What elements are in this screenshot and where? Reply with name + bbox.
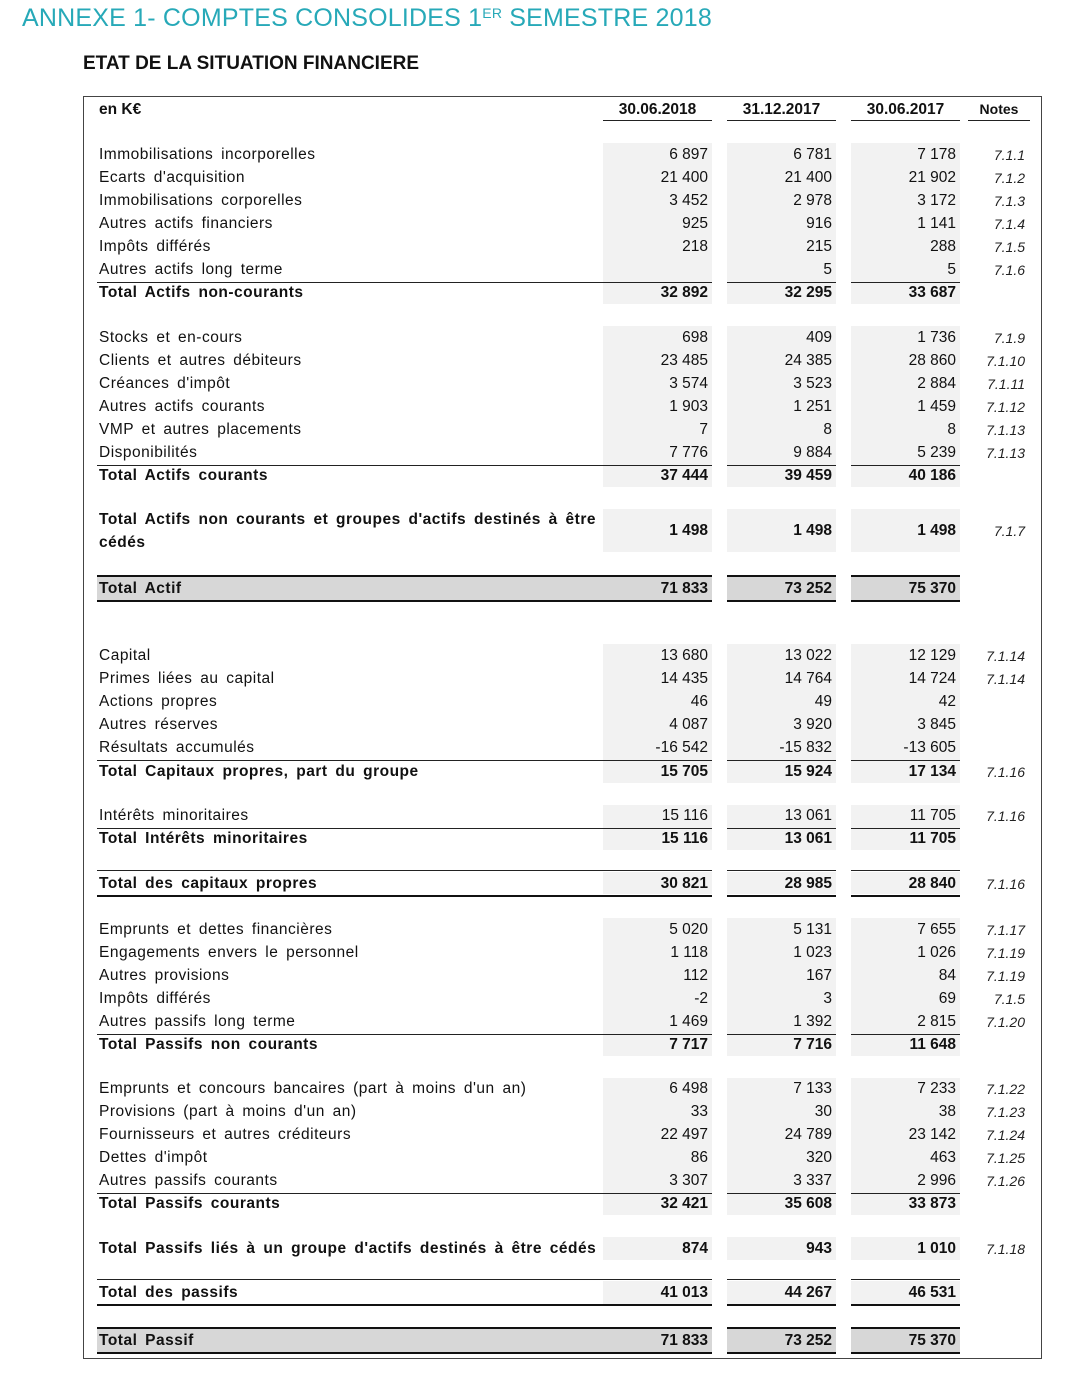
row-value: 112 — [683, 967, 708, 984]
row-label: Primes liées au capital — [99, 670, 275, 687]
row-label: Total Actifs non-courants — [99, 284, 304, 301]
row-value: 75 370 — [908, 1332, 956, 1349]
rule-line — [851, 575, 960, 577]
row-label: Total des passifs — [99, 1284, 239, 1301]
row-value: 69 — [938, 990, 956, 1007]
row-note: 7.1.18 — [986, 1241, 1025, 1257]
row-label: Disponibilités — [99, 444, 198, 461]
row-value: 49 — [814, 693, 832, 710]
row-value: 874 — [682, 1240, 708, 1257]
rule-line — [97, 1279, 712, 1280]
row-value: 21 400 — [784, 169, 832, 186]
row-value: 46 531 — [908, 1284, 956, 1301]
rule-line — [97, 1327, 712, 1329]
rule-line — [727, 120, 836, 121]
page-title: ANNEXE 1- COMPTES CONSOLIDES 1ER SEMESTRE 2018 — [22, 4, 712, 32]
row-label: Capital — [99, 647, 151, 664]
rule-line — [727, 895, 836, 897]
row-label: Total Capitaux propres, part du groupe — [99, 763, 419, 780]
row-note: 7.1.7 — [993, 523, 1025, 539]
rule-line — [727, 760, 836, 761]
row-value: 1 498 — [793, 522, 832, 539]
rule-line — [727, 282, 836, 283]
row-label: Total Passif — [99, 1332, 194, 1349]
row-value: 12 129 — [908, 647, 956, 664]
row-value: 320 — [806, 1149, 832, 1166]
row-note: 7.1.17 — [986, 922, 1025, 938]
row-label: Emprunts et concours bancaires (part à moins d'un an) — [99, 1080, 527, 1097]
row-value: 15 116 — [661, 807, 708, 824]
row-value: 409 — [806, 329, 832, 346]
row-value: 3 172 — [917, 192, 956, 209]
row-note: 7.1.14 — [986, 671, 1025, 687]
section-title: ETAT DE LA SITUATION FINANCIERE — [83, 53, 420, 74]
row-value: 8 — [823, 421, 832, 438]
rule-line — [851, 465, 960, 466]
rule-line — [851, 1327, 960, 1329]
row-value: -16 542 — [655, 739, 708, 756]
row-value: 5 131 — [793, 921, 832, 938]
row-label: Impôts différés — [99, 238, 211, 255]
row-value: 6 897 — [669, 146, 708, 163]
row-value: 7 233 — [917, 1080, 956, 1097]
row-value: 14 435 — [660, 670, 708, 687]
rule-line — [851, 1279, 960, 1280]
row-value: 3 307 — [669, 1172, 708, 1189]
row-value: 11 705 — [909, 830, 956, 847]
row-value: 167 — [806, 967, 832, 984]
row-value: 41 013 — [660, 1284, 708, 1301]
row-value: 2 815 — [917, 1013, 956, 1030]
rule-line — [97, 282, 712, 283]
row-value: 22 497 — [660, 1126, 708, 1143]
row-value: 73 252 — [784, 580, 832, 597]
row-note: 7.1.11 — [987, 376, 1025, 392]
row-value: 24 385 — [784, 352, 832, 369]
rule-line — [603, 120, 712, 121]
row-value: 1 498 — [669, 522, 708, 539]
row-value: 73 252 — [784, 1332, 832, 1349]
row-value: 71 833 — [660, 1332, 708, 1349]
row-value: 7 — [699, 421, 708, 438]
rule-line — [851, 828, 960, 829]
row-value: 5 239 — [917, 444, 956, 461]
row-value: 23 142 — [908, 1126, 956, 1143]
row-note: 7.1.5 — [993, 991, 1025, 1007]
row-value: 42 — [938, 693, 956, 710]
row-value: 3 — [823, 990, 832, 1007]
row-value: 1 736 — [917, 329, 956, 346]
row-note: 7.1.9 — [993, 330, 1025, 346]
row-value: 1 023 — [793, 944, 832, 961]
row-note: 7.1.2 — [993, 170, 1025, 186]
row-note: 7.1.12 — [986, 399, 1025, 415]
row-value: 215 — [806, 238, 832, 255]
row-note: 7.1.13 — [986, 422, 1025, 438]
row-note: 7.1.3 — [993, 193, 1025, 209]
rule-line — [851, 120, 960, 121]
rule-line — [727, 828, 836, 829]
row-value: 218 — [682, 238, 708, 255]
rule-line — [727, 575, 836, 577]
row-value: 7 717 — [669, 1036, 708, 1053]
row-value: 38 — [938, 1103, 956, 1120]
row-label: Total des capitaux propres — [99, 875, 318, 892]
row-label: Total Passifs non courants — [99, 1036, 318, 1053]
row-value: 40 186 — [908, 467, 956, 484]
row-value: 21 400 — [660, 169, 708, 186]
rule-line — [97, 575, 712, 577]
row-label: Total Actifs non courants et groupes d'actifs destinés à être — [99, 511, 596, 528]
row-value: 4 087 — [669, 716, 708, 733]
row-value: 30 — [814, 1103, 832, 1120]
rule-line — [727, 1193, 836, 1194]
row-note: 7.1.4 — [993, 216, 1025, 232]
row-note: 7.1.16 — [986, 808, 1025, 824]
row-value: 5 — [823, 261, 832, 278]
row-value: 6 498 — [669, 1080, 708, 1097]
row-label: VMP et autres placements — [99, 421, 302, 438]
row-value: 3 920 — [793, 716, 832, 733]
row-value: 46 — [690, 693, 708, 710]
row-note: 7.1.6 — [993, 262, 1025, 278]
row-value: 33 — [690, 1103, 708, 1120]
row-value: 9 884 — [793, 444, 832, 461]
row-note: 7.1.1 — [993, 147, 1025, 163]
row-value: 15 924 — [784, 763, 832, 780]
rule-line — [851, 282, 960, 283]
row-value: 916 — [806, 215, 832, 232]
row-value: 925 — [682, 215, 708, 232]
rule-line — [851, 600, 960, 602]
row-value: 1 026 — [917, 944, 956, 961]
row-value: 39 459 — [784, 467, 832, 484]
rule-line — [727, 1304, 836, 1306]
column-header: 30.06.2017 — [866, 101, 945, 118]
row-value: 32 421 — [660, 1195, 708, 1212]
row-label: Fournisseurs et autres créditeurs — [99, 1126, 352, 1143]
row-value: 28 985 — [784, 875, 832, 892]
row-value: 1 118 — [670, 944, 708, 961]
row-value: 37 444 — [660, 467, 708, 484]
row-note: 7.1.25 — [986, 1150, 1025, 1166]
row-value: 1 498 — [917, 522, 956, 539]
row-value: 3 574 — [669, 375, 708, 392]
row-label: Provisions (part à moins d'un an) — [99, 1103, 357, 1120]
row-value: 3 523 — [793, 375, 832, 392]
rule-line — [97, 1352, 712, 1354]
unit-label: en K€ — [99, 101, 142, 118]
row-value: 3 452 — [669, 192, 708, 209]
row-value: 14 724 — [908, 670, 956, 687]
row-value: 15 116 — [661, 830, 708, 847]
rule-line — [851, 870, 960, 871]
row-value: 1 141 — [917, 215, 956, 232]
row-note: 7.1.19 — [986, 968, 1025, 984]
row-value: 2 884 — [917, 375, 956, 392]
rule-line — [727, 870, 836, 871]
rule-line — [727, 465, 836, 466]
row-label: Ecarts d'acquisition — [99, 169, 246, 186]
row-value: 24 789 — [784, 1126, 832, 1143]
row-value: 11 705 — [909, 807, 956, 824]
row-value: 7 776 — [669, 444, 708, 461]
row-note: 7.1.16 — [986, 876, 1025, 892]
row-label: Autres actifs courants — [99, 398, 266, 415]
row-value: 7 178 — [917, 146, 956, 163]
rule-line — [727, 1279, 836, 1280]
row-note: 7.1.20 — [986, 1014, 1025, 1030]
row-label: Total Passifs liés à un groupe d'actifs destinés à être cédés — [99, 1240, 597, 1257]
row-label: Intérêts minoritaires — [99, 807, 249, 824]
notes-header: Notes — [979, 101, 1019, 117]
row-label: Total Intérêts minoritaires — [99, 830, 308, 847]
row-value: -15 832 — [779, 739, 832, 756]
rule-line — [851, 760, 960, 761]
row-label: Total Passifs courants — [99, 1195, 281, 1212]
row-value: 2 978 — [793, 192, 832, 209]
row-label: Immobilisations incorporelles — [99, 146, 316, 163]
row-value: 13 061 — [784, 807, 832, 824]
row-value: 5 — [947, 261, 956, 278]
row-value: 23 485 — [660, 352, 708, 369]
row-value: 1 903 — [669, 398, 708, 415]
row-label: Autres actifs financiers — [99, 215, 273, 232]
column-header: 31.12.2017 — [742, 101, 821, 118]
row-value: 17 134 — [908, 763, 956, 780]
row-note: 7.1.22 — [986, 1081, 1025, 1097]
row-value: 13 022 — [784, 647, 832, 664]
rule-line — [851, 1193, 960, 1194]
row-value: 5 020 — [669, 921, 708, 938]
rule-line — [727, 600, 836, 602]
rule-line — [727, 1352, 836, 1354]
row-label: Créances d'impôt — [99, 375, 231, 392]
row-value: 3 337 — [793, 1172, 832, 1189]
row-value: 21 902 — [908, 169, 956, 186]
rule-line — [968, 120, 1030, 121]
row-label: Autres passifs long terme — [99, 1013, 296, 1030]
row-label: Engagements envers le personnel — [99, 944, 359, 961]
row-value: 71 833 — [660, 580, 708, 597]
row-label: Impôts différés — [99, 990, 211, 1007]
row-value: 35 608 — [784, 1195, 832, 1212]
row-value: 75 370 — [908, 580, 956, 597]
row-value: 28 860 — [908, 352, 956, 369]
row-label-continued: cédés — [99, 534, 146, 551]
row-label: Dettes d'impôt — [99, 1149, 208, 1166]
row-value: 84 — [938, 967, 956, 984]
row-value: 7 716 — [793, 1036, 832, 1053]
row-value: 86 — [690, 1149, 708, 1166]
row-label: Actions propres — [99, 693, 218, 710]
row-label: Autres réserves — [99, 716, 219, 733]
row-value: 943 — [806, 1240, 832, 1257]
row-value: 2 996 — [917, 1172, 956, 1189]
rule-line — [727, 1327, 836, 1329]
row-value: 1 469 — [669, 1013, 708, 1030]
row-value: 1 010 — [917, 1240, 956, 1257]
row-value: 6 781 — [793, 146, 832, 163]
row-value: 288 — [930, 238, 956, 255]
rule-line — [97, 465, 712, 466]
row-note: 7.1.26 — [986, 1173, 1025, 1189]
row-value: 28 840 — [908, 875, 956, 892]
row-value: 33 687 — [908, 284, 956, 301]
rule-line — [851, 1304, 960, 1306]
row-label: Emprunts et dettes financières — [99, 921, 333, 938]
row-value: 1 251 — [793, 398, 832, 415]
row-note: 7.1.16 — [986, 764, 1025, 780]
rule-line — [851, 1034, 960, 1035]
rule-line — [727, 1034, 836, 1035]
row-label: Stocks et en-cours — [99, 329, 243, 346]
rule-line — [851, 895, 960, 897]
row-note: 7.1.13 — [986, 445, 1025, 461]
row-label: Total Actif — [99, 580, 182, 597]
rule-line — [97, 1034, 712, 1035]
row-label: Clients et autres débiteurs — [99, 352, 302, 369]
rule-line — [97, 895, 712, 897]
row-label: Autres provisions — [99, 967, 230, 984]
row-value: 1 392 — [793, 1013, 832, 1030]
row-value: 32 295 — [784, 284, 832, 301]
row-value: 7 655 — [917, 921, 956, 938]
row-value: 32 892 — [660, 284, 708, 301]
row-value: 44 267 — [784, 1284, 832, 1301]
row-value: 11 648 — [909, 1036, 956, 1053]
row-value: 463 — [930, 1149, 956, 1166]
row-label: Résultats accumulés — [99, 739, 255, 756]
rule-line — [97, 760, 712, 761]
row-value: 33 873 — [908, 1195, 956, 1212]
row-note: 7.1.10 — [986, 353, 1025, 369]
row-value: -13 605 — [903, 739, 956, 756]
rule-line — [97, 1304, 712, 1306]
row-value: -2 — [694, 990, 708, 1007]
row-value: 14 764 — [784, 670, 832, 687]
rule-line — [851, 1352, 960, 1354]
column-header: 30.06.2018 — [618, 101, 697, 118]
row-value: 30 821 — [660, 875, 708, 892]
row-label: Immobilisations corporelles — [99, 192, 303, 209]
row-note: 7.1.23 — [986, 1104, 1025, 1120]
row-value: 15 705 — [660, 763, 708, 780]
row-label: Autres actifs long terme — [99, 261, 283, 278]
row-note: 7.1.14 — [986, 648, 1025, 664]
row-value: 7 133 — [793, 1080, 832, 1097]
rule-line — [97, 870, 712, 871]
row-value: 1 459 — [917, 398, 956, 415]
row-value: 8 — [947, 421, 956, 438]
row-label: Autres passifs courants — [99, 1172, 278, 1189]
rule-line — [97, 600, 712, 602]
row-note: 7.1.24 — [986, 1127, 1025, 1143]
row-value: 13 680 — [660, 647, 708, 664]
row-value: 13 061 — [784, 830, 832, 847]
row-note: 7.1.19 — [986, 945, 1025, 961]
rule-line — [97, 828, 712, 829]
rule-line — [97, 1193, 712, 1194]
row-note: 7.1.5 — [993, 239, 1025, 255]
row-value: 3 845 — [917, 716, 956, 733]
row-value: 698 — [682, 329, 708, 346]
row-label: Total Actifs courants — [99, 467, 268, 484]
